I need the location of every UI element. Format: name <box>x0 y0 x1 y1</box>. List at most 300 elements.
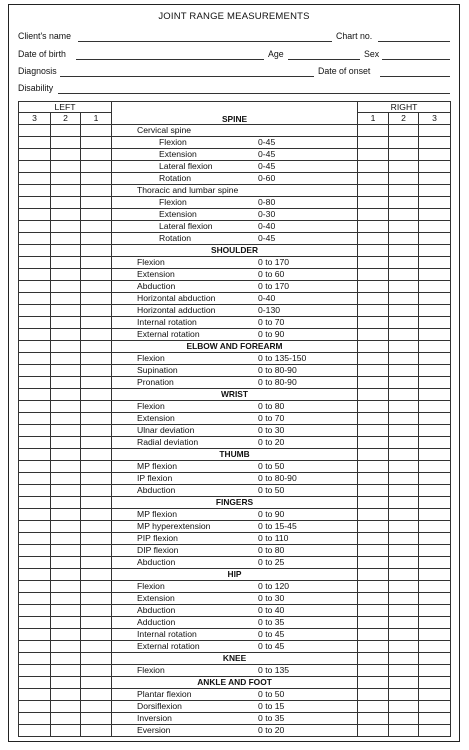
right-measure-2[interactable] <box>389 725 419 737</box>
right-measure-3[interactable] <box>419 137 451 149</box>
left-measure-2[interactable] <box>51 149 81 161</box>
left-measure-1[interactable] <box>81 149 112 161</box>
right-measure-3[interactable] <box>419 485 451 497</box>
right-measure-3[interactable] <box>419 473 451 485</box>
right-measure-1[interactable] <box>358 725 389 737</box>
right-measure-2[interactable] <box>389 233 419 245</box>
right-measure-3[interactable] <box>419 581 451 593</box>
left-measure-2[interactable] <box>51 545 81 557</box>
right-measure-1[interactable] <box>358 341 389 353</box>
right-measure-3[interactable] <box>419 329 451 341</box>
disability-field[interactable] <box>58 93 450 94</box>
left-measure-3[interactable] <box>19 641 51 653</box>
left-measure-1[interactable] <box>81 461 112 473</box>
right-measure-2[interactable] <box>389 137 419 149</box>
right-measure-1[interactable] <box>358 161 389 173</box>
left-measure-1[interactable] <box>81 617 112 629</box>
chart-no-field[interactable] <box>378 41 450 42</box>
right-measure-3[interactable] <box>419 653 451 665</box>
right-measure-2[interactable] <box>389 353 419 365</box>
left-measure-2[interactable] <box>51 593 81 605</box>
left-measure-1[interactable] <box>81 425 112 437</box>
left-measure-2[interactable] <box>51 125 81 137</box>
right-measure-3[interactable] <box>419 713 451 725</box>
right-measure-3[interactable] <box>419 533 451 545</box>
right-measure-2[interactable] <box>389 557 419 569</box>
right-measure-1[interactable] <box>358 665 389 677</box>
left-measure-2[interactable] <box>51 521 81 533</box>
right-measure-1[interactable] <box>358 533 389 545</box>
right-measure-3[interactable] <box>419 173 451 185</box>
left-measure-3[interactable] <box>19 305 51 317</box>
left-measure-2[interactable] <box>51 185 81 197</box>
right-measure-3[interactable] <box>419 725 451 737</box>
right-measure-1[interactable] <box>358 125 389 137</box>
left-measure-1[interactable] <box>81 293 112 305</box>
left-measure-1[interactable] <box>81 605 112 617</box>
right-measure-1[interactable] <box>358 617 389 629</box>
left-measure-2[interactable] <box>51 497 81 509</box>
left-measure-1[interactable] <box>81 653 112 665</box>
right-measure-1[interactable] <box>358 281 389 293</box>
right-measure-3[interactable] <box>419 269 451 281</box>
right-measure-2[interactable] <box>389 305 419 317</box>
right-measure-1[interactable] <box>358 461 389 473</box>
right-measure-2[interactable] <box>389 257 419 269</box>
left-measure-1[interactable] <box>81 173 112 185</box>
right-measure-3[interactable] <box>419 629 451 641</box>
left-measure-3[interactable] <box>19 545 51 557</box>
left-measure-2[interactable] <box>51 269 81 281</box>
left-measure-2[interactable] <box>51 641 81 653</box>
left-measure-3[interactable] <box>19 281 51 293</box>
left-measure-1[interactable] <box>81 473 112 485</box>
right-measure-3[interactable] <box>419 377 451 389</box>
right-measure-1[interactable] <box>358 629 389 641</box>
right-measure-2[interactable] <box>389 617 419 629</box>
right-measure-1[interactable] <box>358 353 389 365</box>
left-measure-2[interactable] <box>51 329 81 341</box>
left-measure-1[interactable] <box>81 125 112 137</box>
right-measure-3[interactable] <box>419 521 451 533</box>
right-measure-3[interactable] <box>419 353 451 365</box>
right-measure-1[interactable] <box>358 293 389 305</box>
left-measure-1[interactable] <box>81 641 112 653</box>
right-measure-1[interactable] <box>358 413 389 425</box>
left-measure-1[interactable] <box>81 593 112 605</box>
left-measure-1[interactable] <box>81 281 112 293</box>
left-measure-2[interactable] <box>51 293 81 305</box>
right-measure-2[interactable] <box>389 533 419 545</box>
right-measure-2[interactable] <box>389 605 419 617</box>
left-measure-1[interactable] <box>81 185 112 197</box>
left-measure-1[interactable] <box>81 569 112 581</box>
left-measure-3[interactable] <box>19 269 51 281</box>
left-measure-3[interactable] <box>19 701 51 713</box>
right-measure-3[interactable] <box>419 545 451 557</box>
right-measure-1[interactable] <box>358 197 389 209</box>
left-measure-1[interactable] <box>81 665 112 677</box>
right-measure-3[interactable] <box>419 161 451 173</box>
left-measure-1[interactable] <box>81 365 112 377</box>
left-measure-2[interactable] <box>51 389 81 401</box>
left-measure-2[interactable] <box>51 341 81 353</box>
left-measure-3[interactable] <box>19 485 51 497</box>
right-measure-1[interactable] <box>358 581 389 593</box>
left-measure-2[interactable] <box>51 245 81 257</box>
right-measure-1[interactable] <box>358 641 389 653</box>
right-measure-1[interactable] <box>358 437 389 449</box>
left-measure-3[interactable] <box>19 137 51 149</box>
left-measure-2[interactable] <box>51 353 81 365</box>
right-measure-3[interactable] <box>419 605 451 617</box>
left-measure-2[interactable] <box>51 629 81 641</box>
left-measure-3[interactable] <box>19 617 51 629</box>
right-measure-1[interactable] <box>358 245 389 257</box>
left-measure-1[interactable] <box>81 725 112 737</box>
right-measure-1[interactable] <box>358 305 389 317</box>
left-measure-2[interactable] <box>51 437 81 449</box>
right-measure-3[interactable] <box>419 185 451 197</box>
left-measure-3[interactable] <box>19 221 51 233</box>
right-measure-2[interactable] <box>389 473 419 485</box>
right-measure-1[interactable] <box>358 485 389 497</box>
right-measure-2[interactable] <box>389 281 419 293</box>
right-measure-3[interactable] <box>419 497 451 509</box>
left-measure-3[interactable] <box>19 497 51 509</box>
right-measure-2[interactable] <box>389 641 419 653</box>
left-measure-1[interactable] <box>81 245 112 257</box>
right-measure-2[interactable] <box>389 689 419 701</box>
left-measure-3[interactable] <box>19 161 51 173</box>
left-measure-3[interactable] <box>19 629 51 641</box>
right-measure-3[interactable] <box>419 677 451 689</box>
left-measure-1[interactable] <box>81 629 112 641</box>
left-measure-2[interactable] <box>51 581 81 593</box>
right-measure-1[interactable] <box>358 653 389 665</box>
right-measure-2[interactable] <box>389 569 419 581</box>
right-measure-2[interactable] <box>389 581 419 593</box>
left-measure-3[interactable] <box>19 665 51 677</box>
right-measure-2[interactable] <box>389 521 419 533</box>
right-measure-2[interactable] <box>389 413 419 425</box>
right-measure-1[interactable] <box>358 377 389 389</box>
left-measure-1[interactable] <box>81 557 112 569</box>
left-measure-3[interactable] <box>19 425 51 437</box>
right-measure-2[interactable] <box>389 197 419 209</box>
left-measure-3[interactable] <box>19 125 51 137</box>
left-measure-3[interactable] <box>19 257 51 269</box>
right-measure-2[interactable] <box>389 341 419 353</box>
right-measure-1[interactable] <box>358 209 389 221</box>
left-measure-2[interactable] <box>51 509 81 521</box>
left-measure-2[interactable] <box>51 221 81 233</box>
left-measure-2[interactable] <box>51 281 81 293</box>
left-measure-2[interactable] <box>51 425 81 437</box>
left-measure-1[interactable] <box>81 257 112 269</box>
right-measure-3[interactable] <box>419 293 451 305</box>
right-measure-2[interactable] <box>389 185 419 197</box>
right-measure-3[interactable] <box>419 365 451 377</box>
right-measure-2[interactable] <box>389 485 419 497</box>
left-measure-1[interactable] <box>81 137 112 149</box>
right-measure-2[interactable] <box>389 713 419 725</box>
right-measure-2[interactable] <box>389 437 419 449</box>
left-measure-1[interactable] <box>81 353 112 365</box>
right-measure-3[interactable] <box>419 389 451 401</box>
right-measure-1[interactable] <box>358 233 389 245</box>
right-measure-3[interactable] <box>419 257 451 269</box>
left-measure-3[interactable] <box>19 329 51 341</box>
right-measure-2[interactable] <box>389 293 419 305</box>
right-measure-2[interactable] <box>389 545 419 557</box>
right-measure-3[interactable] <box>419 233 451 245</box>
left-measure-1[interactable] <box>81 209 112 221</box>
left-measure-2[interactable] <box>51 485 81 497</box>
left-measure-1[interactable] <box>81 521 112 533</box>
left-measure-3[interactable] <box>19 341 51 353</box>
right-measure-3[interactable] <box>419 401 451 413</box>
left-measure-2[interactable] <box>51 689 81 701</box>
left-measure-2[interactable] <box>51 137 81 149</box>
left-measure-3[interactable] <box>19 569 51 581</box>
right-measure-1[interactable] <box>358 221 389 233</box>
right-measure-3[interactable] <box>419 437 451 449</box>
left-measure-2[interactable] <box>51 317 81 329</box>
left-measure-2[interactable] <box>51 533 81 545</box>
left-measure-2[interactable] <box>51 653 81 665</box>
right-measure-2[interactable] <box>389 209 419 221</box>
left-measure-3[interactable] <box>19 521 51 533</box>
left-measure-1[interactable] <box>81 545 112 557</box>
left-measure-1[interactable] <box>81 437 112 449</box>
left-measure-2[interactable] <box>51 569 81 581</box>
left-measure-2[interactable] <box>51 257 81 269</box>
right-measure-3[interactable] <box>419 617 451 629</box>
left-measure-3[interactable] <box>19 461 51 473</box>
left-measure-3[interactable] <box>19 197 51 209</box>
right-measure-2[interactable] <box>389 593 419 605</box>
left-measure-1[interactable] <box>81 305 112 317</box>
right-measure-3[interactable] <box>419 461 451 473</box>
right-measure-2[interactable] <box>389 245 419 257</box>
right-measure-1[interactable] <box>358 317 389 329</box>
right-measure-2[interactable] <box>389 173 419 185</box>
right-measure-3[interactable] <box>419 305 451 317</box>
left-measure-3[interactable] <box>19 557 51 569</box>
right-measure-2[interactable] <box>389 425 419 437</box>
left-measure-3[interactable] <box>19 533 51 545</box>
left-measure-1[interactable] <box>81 677 112 689</box>
left-measure-2[interactable] <box>51 161 81 173</box>
diagnosis-field[interactable] <box>60 76 314 77</box>
right-measure-3[interactable] <box>419 665 451 677</box>
left-measure-2[interactable] <box>51 377 81 389</box>
right-measure-1[interactable] <box>358 185 389 197</box>
right-measure-3[interactable] <box>419 641 451 653</box>
right-measure-1[interactable] <box>358 425 389 437</box>
right-measure-1[interactable] <box>358 269 389 281</box>
right-measure-3[interactable] <box>419 701 451 713</box>
date-of-birth-field[interactable] <box>76 59 264 60</box>
left-measure-1[interactable] <box>81 233 112 245</box>
left-measure-1[interactable] <box>81 449 112 461</box>
right-measure-3[interactable] <box>419 209 451 221</box>
right-measure-1[interactable] <box>358 473 389 485</box>
left-measure-2[interactable] <box>51 413 81 425</box>
left-measure-3[interactable] <box>19 605 51 617</box>
right-measure-2[interactable] <box>389 365 419 377</box>
right-measure-3[interactable] <box>419 593 451 605</box>
right-measure-1[interactable] <box>358 257 389 269</box>
left-measure-3[interactable] <box>19 377 51 389</box>
left-measure-2[interactable] <box>51 665 81 677</box>
right-measure-3[interactable] <box>419 689 451 701</box>
left-measure-2[interactable] <box>51 449 81 461</box>
right-measure-2[interactable] <box>389 509 419 521</box>
right-measure-2[interactable] <box>389 329 419 341</box>
right-measure-1[interactable] <box>358 593 389 605</box>
right-measure-2[interactable] <box>389 269 419 281</box>
right-measure-2[interactable] <box>389 389 419 401</box>
left-measure-1[interactable] <box>81 533 112 545</box>
right-measure-3[interactable] <box>419 221 451 233</box>
left-measure-3[interactable] <box>19 413 51 425</box>
right-measure-3[interactable] <box>419 341 451 353</box>
right-measure-2[interactable] <box>389 401 419 413</box>
right-measure-1[interactable] <box>358 497 389 509</box>
right-measure-3[interactable] <box>419 557 451 569</box>
left-measure-2[interactable] <box>51 209 81 221</box>
right-measure-1[interactable] <box>358 569 389 581</box>
left-measure-3[interactable] <box>19 725 51 737</box>
left-measure-3[interactable] <box>19 245 51 257</box>
left-measure-1[interactable] <box>81 377 112 389</box>
right-measure-1[interactable] <box>358 401 389 413</box>
right-measure-1[interactable] <box>358 521 389 533</box>
right-measure-1[interactable] <box>358 173 389 185</box>
left-measure-2[interactable] <box>51 197 81 209</box>
right-measure-1[interactable] <box>358 137 389 149</box>
right-measure-1[interactable] <box>358 329 389 341</box>
right-measure-3[interactable] <box>419 281 451 293</box>
left-measure-1[interactable] <box>81 509 112 521</box>
left-measure-3[interactable] <box>19 713 51 725</box>
sex-field[interactable] <box>382 59 450 60</box>
left-measure-2[interactable] <box>51 725 81 737</box>
left-measure-1[interactable] <box>81 341 112 353</box>
left-measure-2[interactable] <box>51 557 81 569</box>
right-measure-1[interactable] <box>358 365 389 377</box>
left-measure-3[interactable] <box>19 401 51 413</box>
right-measure-3[interactable] <box>419 569 451 581</box>
left-measure-1[interactable] <box>81 497 112 509</box>
left-measure-1[interactable] <box>81 161 112 173</box>
left-measure-3[interactable] <box>19 149 51 161</box>
left-measure-3[interactable] <box>19 437 51 449</box>
left-measure-3[interactable] <box>19 653 51 665</box>
right-measure-2[interactable] <box>389 653 419 665</box>
right-measure-2[interactable] <box>389 149 419 161</box>
right-measure-3[interactable] <box>419 245 451 257</box>
clients-name-field[interactable] <box>78 41 332 42</box>
left-measure-3[interactable] <box>19 353 51 365</box>
left-measure-1[interactable] <box>81 221 112 233</box>
right-measure-2[interactable] <box>389 377 419 389</box>
left-measure-1[interactable] <box>81 689 112 701</box>
right-measure-1[interactable] <box>358 149 389 161</box>
left-measure-1[interactable] <box>81 401 112 413</box>
right-measure-1[interactable] <box>358 713 389 725</box>
right-measure-1[interactable] <box>358 557 389 569</box>
left-measure-2[interactable] <box>51 365 81 377</box>
left-measure-3[interactable] <box>19 173 51 185</box>
left-measure-3[interactable] <box>19 293 51 305</box>
left-measure-1[interactable] <box>81 485 112 497</box>
left-measure-3[interactable] <box>19 473 51 485</box>
right-measure-2[interactable] <box>389 497 419 509</box>
right-measure-3[interactable] <box>419 425 451 437</box>
right-measure-3[interactable] <box>419 197 451 209</box>
right-measure-1[interactable] <box>358 509 389 521</box>
left-measure-1[interactable] <box>81 329 112 341</box>
left-measure-3[interactable] <box>19 233 51 245</box>
left-measure-2[interactable] <box>51 605 81 617</box>
left-measure-3[interactable] <box>19 185 51 197</box>
left-measure-2[interactable] <box>51 305 81 317</box>
right-measure-1[interactable] <box>358 677 389 689</box>
left-measure-1[interactable] <box>81 413 112 425</box>
right-measure-1[interactable] <box>358 701 389 713</box>
left-measure-2[interactable] <box>51 233 81 245</box>
right-measure-2[interactable] <box>389 221 419 233</box>
left-measure-3[interactable] <box>19 581 51 593</box>
left-measure-1[interactable] <box>81 389 112 401</box>
right-measure-2[interactable] <box>389 461 419 473</box>
left-measure-3[interactable] <box>19 509 51 521</box>
left-measure-2[interactable] <box>51 713 81 725</box>
right-measure-2[interactable] <box>389 701 419 713</box>
left-measure-3[interactable] <box>19 317 51 329</box>
right-measure-2[interactable] <box>389 449 419 461</box>
right-measure-2[interactable] <box>389 677 419 689</box>
right-measure-1[interactable] <box>358 449 389 461</box>
left-measure-3[interactable] <box>19 389 51 401</box>
left-measure-3[interactable] <box>19 209 51 221</box>
right-measure-1[interactable] <box>358 605 389 617</box>
left-measure-1[interactable] <box>81 581 112 593</box>
left-measure-1[interactable] <box>81 197 112 209</box>
right-measure-1[interactable] <box>358 689 389 701</box>
right-measure-2[interactable] <box>389 629 419 641</box>
left-measure-1[interactable] <box>81 701 112 713</box>
age-field[interactable] <box>288 59 360 60</box>
left-measure-3[interactable] <box>19 677 51 689</box>
left-measure-1[interactable] <box>81 317 112 329</box>
left-measure-3[interactable] <box>19 593 51 605</box>
left-measure-3[interactable] <box>19 449 51 461</box>
right-measure-2[interactable] <box>389 317 419 329</box>
date-of-onset-field[interactable] <box>380 76 450 77</box>
left-measure-2[interactable] <box>51 617 81 629</box>
right-measure-3[interactable] <box>419 125 451 137</box>
left-measure-3[interactable] <box>19 689 51 701</box>
left-measure-2[interactable] <box>51 461 81 473</box>
right-measure-3[interactable] <box>419 509 451 521</box>
right-measure-2[interactable] <box>389 161 419 173</box>
left-measure-1[interactable] <box>81 713 112 725</box>
left-measure-2[interactable] <box>51 701 81 713</box>
